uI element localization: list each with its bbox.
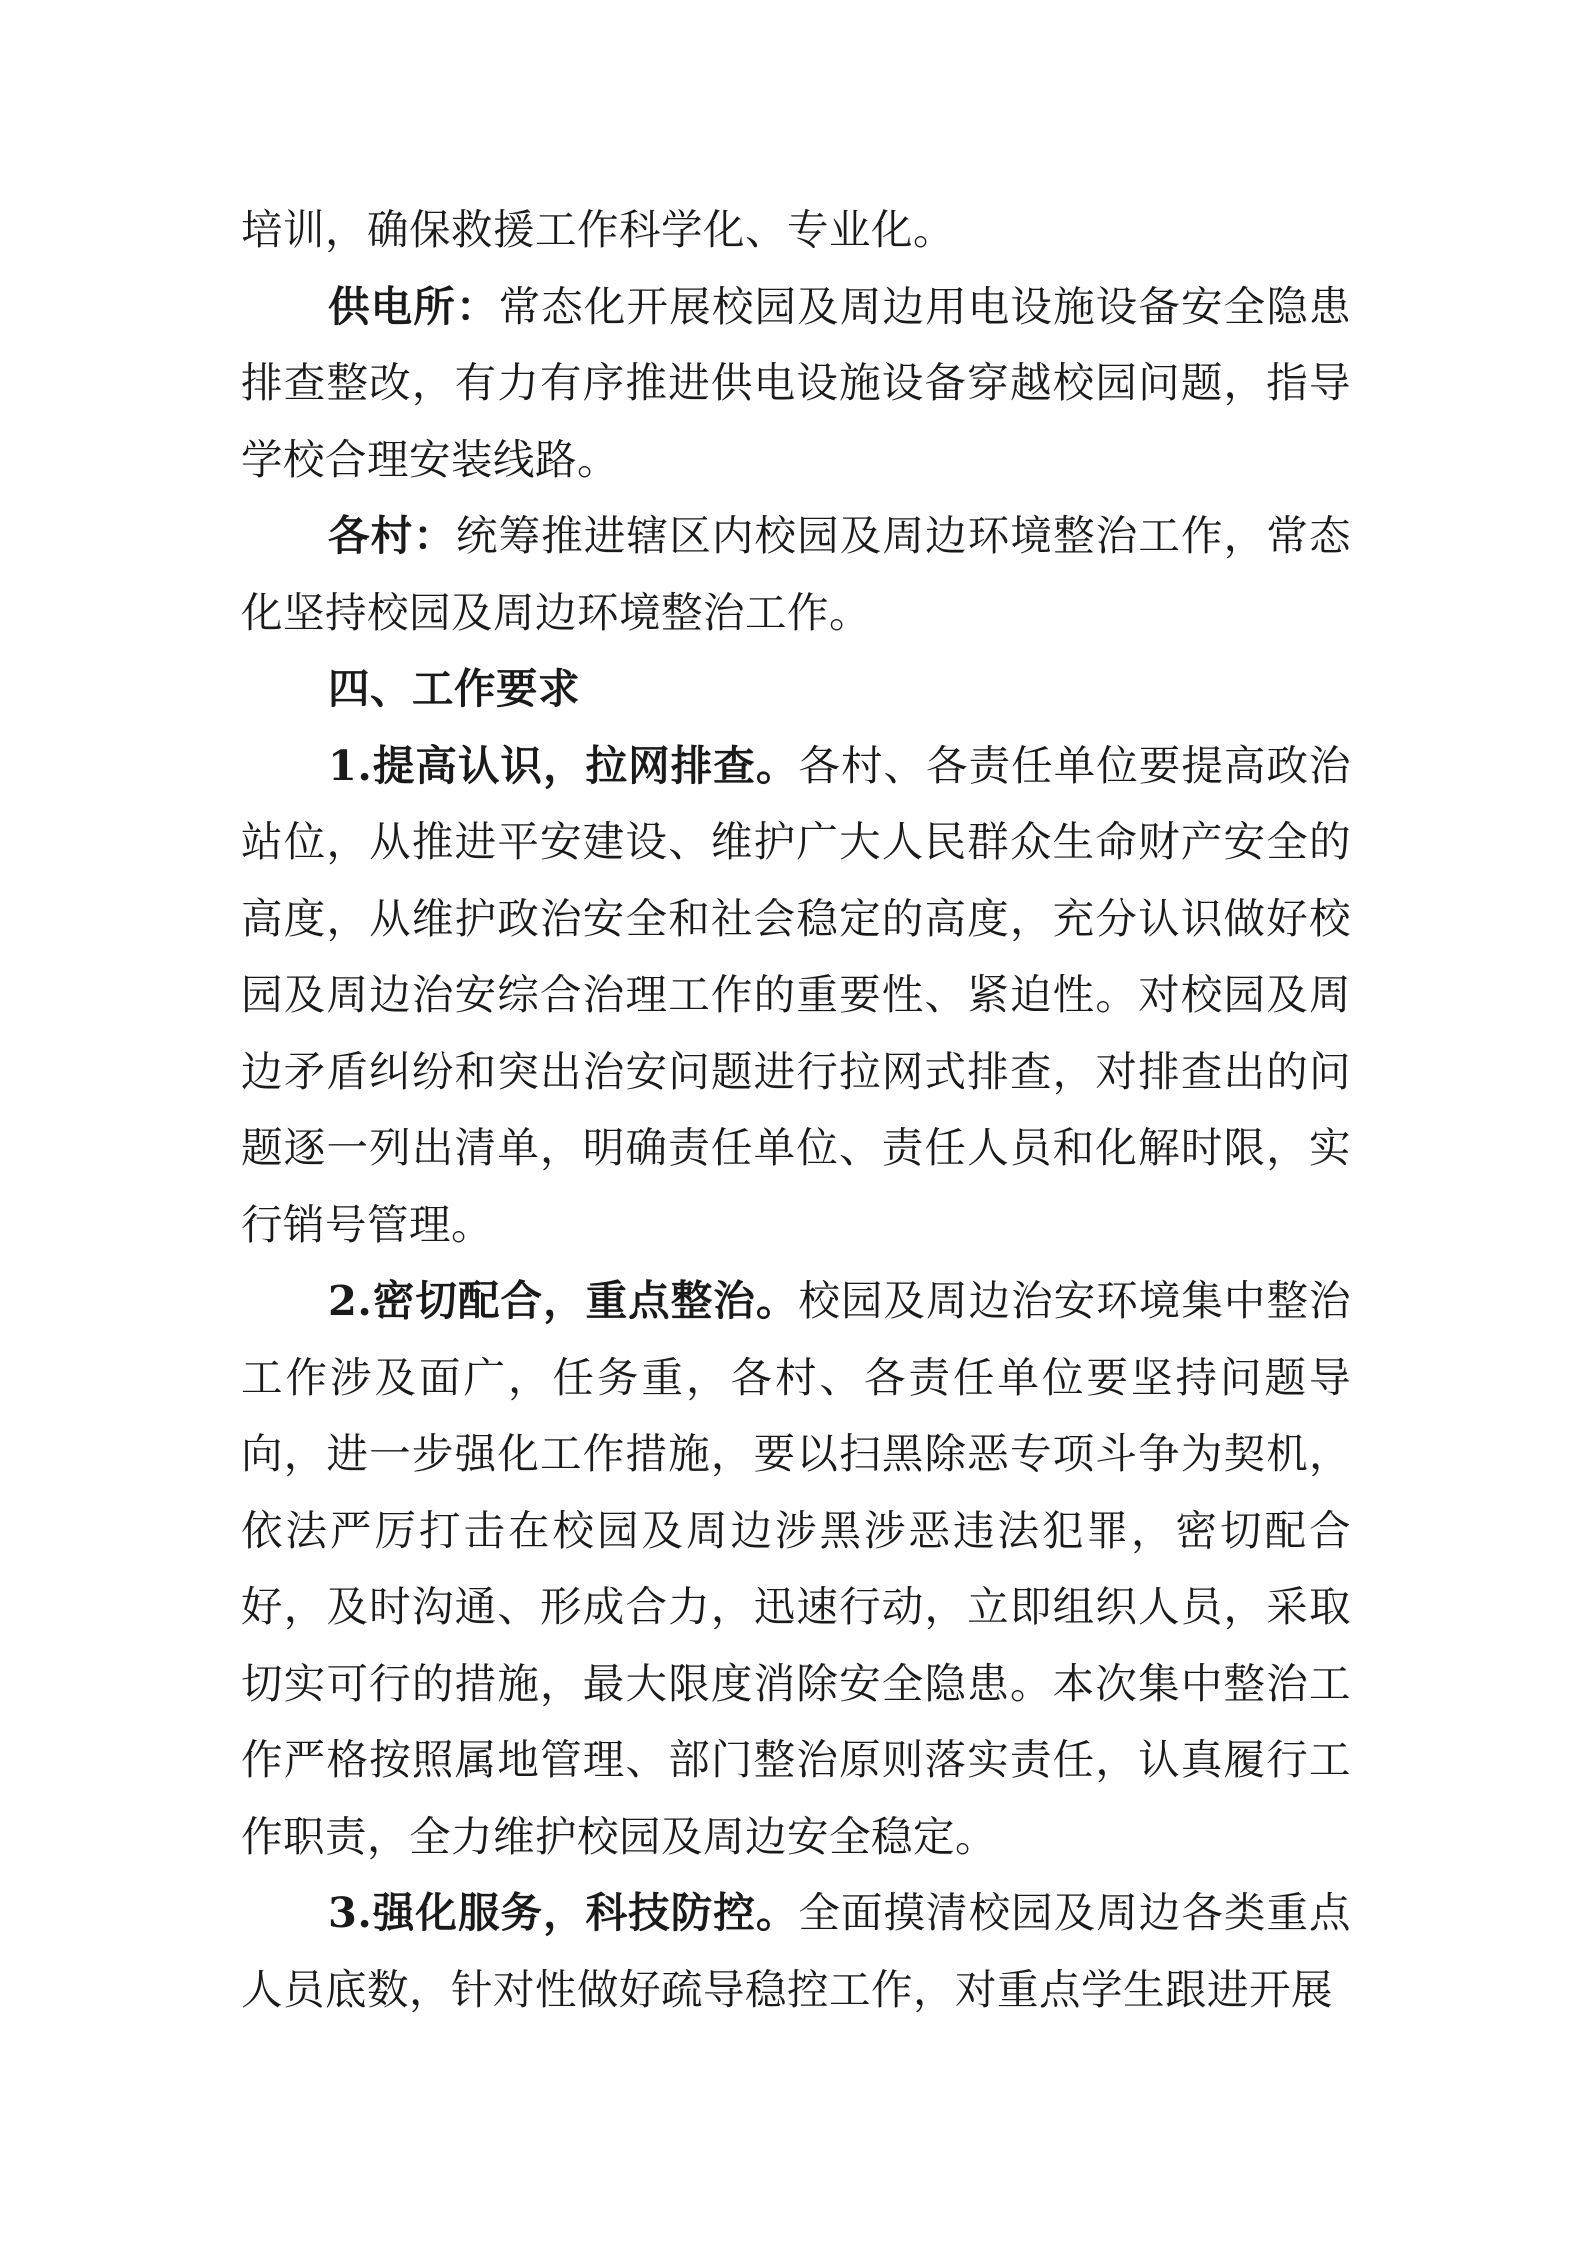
section-heading-text: 四、工作要求 <box>328 664 581 713</box>
paragraph-lead: 2.密切配合，重点整治。 <box>328 1276 799 1325</box>
paragraph-lead: 各村： <box>328 511 456 560</box>
paragraph-lead: 3.强化服务，科技防控。 <box>328 1888 799 1937</box>
section-heading <box>241 651 1351 728</box>
paragraph-text: 全面摸清校园及周边各类重点人员底数，针对性做好疏导稳控工作，对重点学生跟进开展 <box>241 1888 1351 2014</box>
paragraph-lead: 供电所： <box>328 281 499 331</box>
paragraph-lead: 1.提高认识，拉网排查。 <box>328 740 799 790</box>
paragraph-requirement-1 <box>241 728 1351 1264</box>
paragraph-text: 统筹推进辖区内校园及周边环境整治工作，常态化坚持校园及周边环境整治工作。 <box>241 511 1351 637</box>
paragraph-text: 校园及周边治安环境集中整治工作涉及面广，任务重，各村、各责任单位要坚持问题导向，进一步强化工作措施，要以扫黑除恶专项斗争为契机，依法严厉打击在校园及周边涉黑涉恶违法犯罪，密切配合好，及时沟通、形成合力，迅速行动，立即组织人员，采取切实可行的措施，最大限度消除安全隐患。本次集中整治工作严格按照属地管理、部门整治原则落实责任，认真履行工作职责，全力维护校园及周边安全稳定。 <box>241 1276 1351 1861</box>
paragraph-requirement-3 <box>241 1875 1351 2028</box>
paragraph-text: 各村、各责任单位要提高政治站位，从推进平安建设、维护广大人民群众生命财产安全的高度，从维护政治安全和社会稳定的高度，充分认识做好校园及周边治安综合治理工作的重要性、紧迫性。对校园及周边矛盾纠纷和突出治安问题进行拉网式排查，对排查出的问题逐一列出清单，明确责任单位、责任人员和化解时限，实行销号管理。 <box>241 740 1351 1249</box>
paragraph-power-station <box>241 269 1351 499</box>
paragraph-text: 常态化开展校园及周边用电设施设备安全隐患排查整改，有力有序推进供电设施设备穿越校园问题，指导学校合理安装线路。 <box>241 281 1351 484</box>
paragraph-text: 培训，确保救援工作科学化、专业化。 <box>241 205 956 254</box>
paragraph-villages <box>241 498 1351 651</box>
paragraph-continuation <box>241 192 1351 269</box>
paragraph-requirement-2 <box>241 1263 1351 1875</box>
